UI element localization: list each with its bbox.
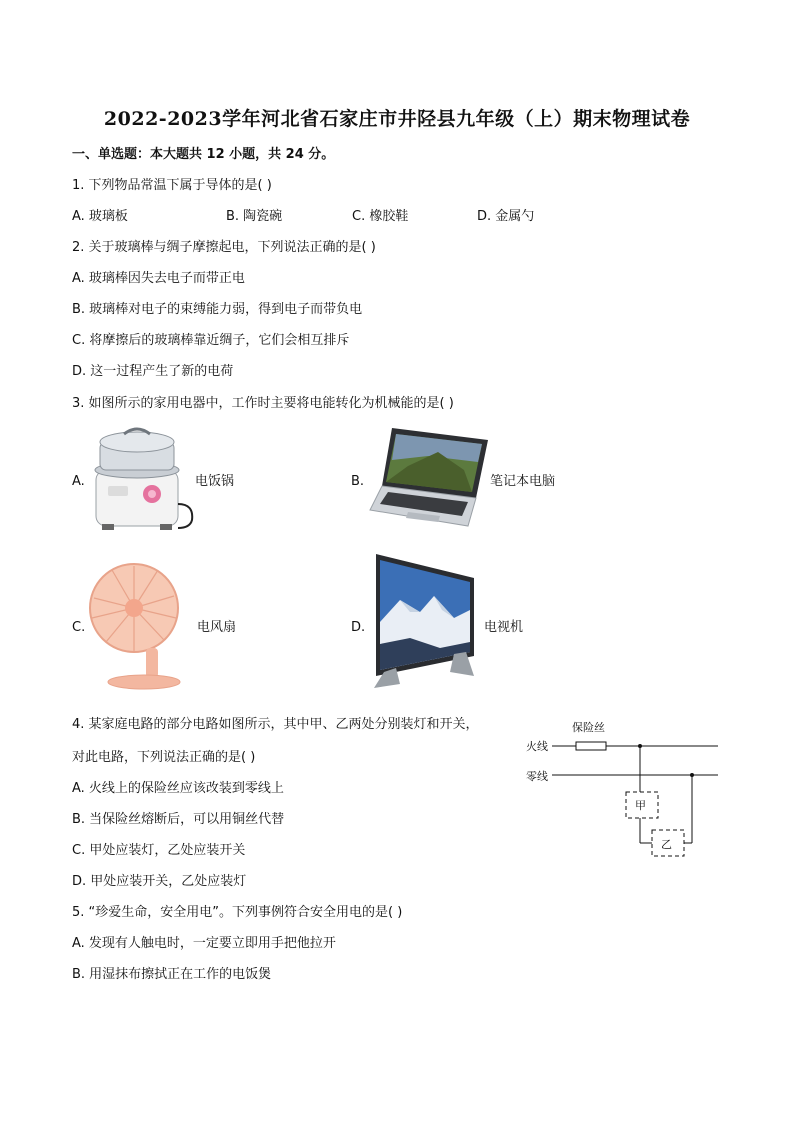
page-title: 2022-2023学年河北省石家庄市井陉县九年级（上）期末物理试卷	[103, 108, 691, 130]
question-2-stem: 2. 关于玻璃棒与绸子摩擦起电，下列说法正确的是( )	[72, 240, 376, 255]
rice-cooker-image	[88, 424, 198, 536]
question-3-option-d-letter: D.	[351, 620, 366, 635]
question-4-option-a: A. 火线上的保险丝应该改装到零线上	[72, 781, 284, 796]
question-2-option-a: A. 玻璃棒因失去电子而带正电	[72, 271, 245, 286]
position-jia-label: 甲	[635, 799, 646, 812]
question-1-option-d: D. 金属勺	[477, 209, 535, 224]
question-3-option-a-name: 电饭锅	[195, 474, 235, 489]
position-yi-label: 乙	[661, 838, 672, 851]
fan-image	[88, 560, 184, 692]
question-4-option-c: C. 甲处应装灯，乙处应装开关	[72, 843, 246, 858]
question-3-option-b-name: 笔记本电脑	[490, 474, 556, 489]
question-4-stem-line-2: 对此电路，下列说法正确的是( )	[72, 750, 256, 765]
question-1-stem: 1. 下列物品常温下属于导体的是( )	[72, 178, 272, 193]
neutral-wire-label: 零线	[526, 770, 548, 783]
question-2-option-c: C. 将摩擦后的玻璃棒靠近绸子，它们会相互排斥	[72, 333, 350, 348]
question-5-stem: 5. “珍爱生命，安全用电”。下列事例符合安全用电的是( )	[72, 905, 403, 920]
question-3-option-b-letter: B.	[351, 474, 365, 489]
question-5-option-b: B. 用湿抹布擦拭正在工作的电饭煲	[72, 967, 272, 982]
question-2-option-b: B. 玻璃棒对电子的束缚能力弱，得到电子而带负电	[72, 302, 363, 317]
question-3-option-a-letter: A.	[72, 474, 85, 489]
question-3-option-d-name: 电视机	[484, 620, 524, 635]
question-1-option-a: A. 玻璃板	[72, 209, 128, 224]
question-1-option-b: B. 陶瓷碗	[226, 209, 283, 224]
laptop-image	[368, 426, 490, 532]
live-wire-label: 火线	[526, 740, 548, 753]
section-heading: 一、单选题：本大题共 12 小题，共 24 分。	[72, 147, 335, 162]
question-1-option-c: C. 橡胶鞋	[352, 209, 409, 224]
question-3-option-c-name: 电风扇	[197, 620, 237, 635]
question-4-option-b: B. 当保险丝熔断后，可以用铜丝代替	[72, 812, 285, 827]
question-5-option-a: A. 发现有人触电时，一定要立即用手把他拉开	[72, 936, 336, 951]
question-3-option-c-letter: C.	[72, 620, 86, 635]
question-4-option-d: D. 甲处应装开关，乙处应装灯	[72, 874, 247, 889]
fuse-label: 保险丝	[572, 721, 605, 734]
household-circuit-diagram	[520, 718, 730, 863]
question-2-option-d: D. 这一过程产生了新的电荷	[72, 364, 234, 379]
question-4-stem-line-1: 4. 某家庭电路的部分电路如图所示，其中甲、乙两处分别装灯和开关，	[72, 717, 479, 732]
television-image	[370, 552, 480, 694]
question-3-stem: 3. 如图所示的家用电器中，工作时主要将电能转化为机械能的是( )	[72, 396, 454, 411]
fuse-symbol	[576, 742, 606, 750]
